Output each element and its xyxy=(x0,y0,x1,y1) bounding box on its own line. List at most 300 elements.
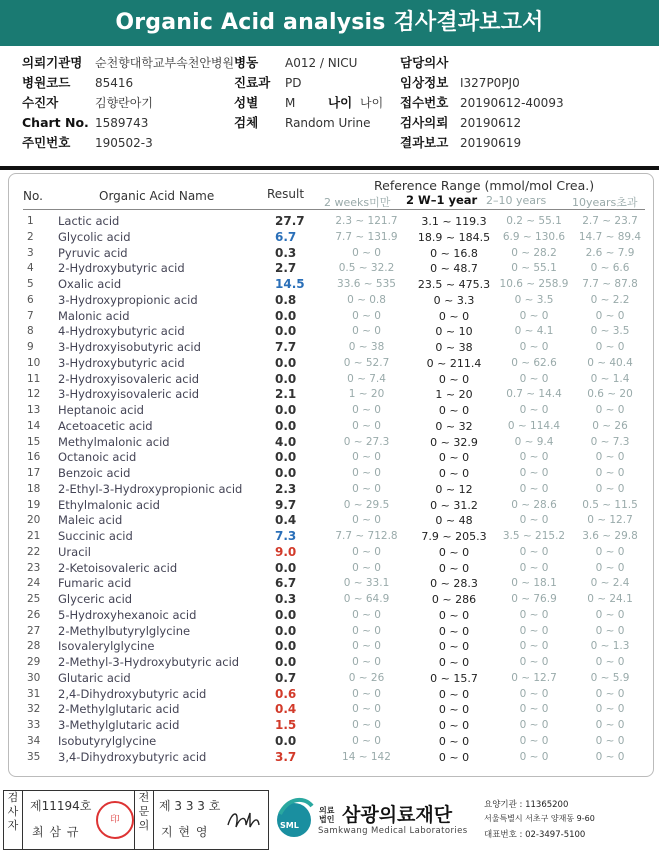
ref-2-10years: 0 ~ 0 xyxy=(519,404,549,416)
specialist-vertical-label: 전문의 xyxy=(134,791,154,849)
table-row xyxy=(9,309,653,325)
ref-2w-1year: 0 ~ 0 xyxy=(438,750,470,764)
result-value: 0.0 xyxy=(275,655,297,669)
ref-10years-plus: 0 ~ 26 xyxy=(592,419,628,432)
result-value: 2.7 xyxy=(275,261,297,276)
ref-10years-plus: 2.7 ~ 23.7 xyxy=(582,215,638,227)
footer xyxy=(0,782,659,855)
row-number: 15 xyxy=(27,435,41,448)
info-row xyxy=(0,54,659,72)
row-number: 18 xyxy=(27,482,41,495)
ref-2w-1year: 0 ~ 31.2 xyxy=(430,498,478,512)
divider xyxy=(0,166,659,170)
table-row xyxy=(9,561,653,577)
result-value: 6.7 xyxy=(275,229,297,244)
ref-10years-plus: 0 ~ 6.6 xyxy=(590,262,630,275)
ref-10years-plus: 0.5 ~ 11.5 xyxy=(582,498,638,511)
info-value: 20190612 xyxy=(460,116,522,130)
inspector-license: 제11194호 xyxy=(30,799,92,813)
row-number: 17 xyxy=(27,467,41,479)
info-value: Random Urine xyxy=(285,116,371,130)
ref-10years-plus: 0 ~ 5.9 xyxy=(590,671,630,684)
ref-2-10years: 0 ~ 0 xyxy=(519,309,549,322)
info-label: 접수번호 xyxy=(400,95,449,110)
acid-name: 2-Methylbutyrylglycine xyxy=(58,623,191,638)
row-number: 1 xyxy=(27,215,34,227)
ref-2w-1year: 0 ~ 0 xyxy=(438,372,470,386)
acid-name: Octanoic acid xyxy=(58,450,137,465)
result-value: 6.7 xyxy=(275,576,297,591)
ref-2-10years: 0 ~ 114.4 xyxy=(507,419,561,432)
row-number: 34 xyxy=(27,734,41,747)
ref-2weeks: 1 ~ 20 xyxy=(348,388,385,401)
table-row xyxy=(9,624,653,640)
result-value: 7.7 xyxy=(275,340,297,354)
table-row xyxy=(9,702,653,718)
result-value: 0.0 xyxy=(275,355,297,370)
ref-10years-plus: 0 ~ 0 xyxy=(595,734,625,747)
result-value: 0.0 xyxy=(275,560,297,575)
ref-2weeks: 0 ~ 52.7 xyxy=(343,356,390,369)
ref-2-10years: 0.2 ~ 55.1 xyxy=(506,215,562,227)
sml-logo-icon xyxy=(274,794,314,840)
ref-2w-1year: 23.5 ~ 475.3 xyxy=(417,278,491,291)
info-label: 담당의사 xyxy=(400,55,449,70)
table-row xyxy=(9,261,653,277)
info-row xyxy=(0,134,659,152)
table-row xyxy=(9,529,653,545)
acid-name: Maleic acid xyxy=(58,513,123,528)
ref-2weeks: 2.3 ~ 121.7 xyxy=(335,215,398,227)
table-row xyxy=(9,466,653,482)
info-row xyxy=(0,94,659,112)
result-value: 2.3 xyxy=(275,481,297,496)
ref-2w-1year: 0 ~ 0 xyxy=(438,608,470,622)
acid-name: Isovalerylglycine xyxy=(58,639,155,654)
col-header-result: Result xyxy=(267,187,305,201)
ref-2w-1year: 1 ~ 20 xyxy=(435,388,473,402)
ref-2-10years: 0 ~ 0 xyxy=(519,703,549,716)
row-number: 8 xyxy=(27,325,34,338)
ref-10years-plus: 0 ~ 0 xyxy=(595,703,625,716)
table-row xyxy=(9,419,653,435)
ref-2-10years: 0 ~ 0 xyxy=(519,608,549,621)
ref-2weeks: 0 ~ 0 xyxy=(352,561,381,574)
table-row xyxy=(9,498,653,514)
info-value: M xyxy=(285,96,296,110)
table-row xyxy=(9,340,653,356)
ref-2weeks: 14 ~ 142 xyxy=(342,750,391,763)
ref-2weeks: 0 ~ 0 xyxy=(352,309,381,322)
ref-2weeks: 0 ~ 0 xyxy=(352,467,381,479)
ref-10years-plus: 0 ~ 1.4 xyxy=(590,372,630,385)
results-table xyxy=(8,173,654,777)
ref-2-10years: 0 ~ 0 xyxy=(519,372,549,385)
info-label: 나이 xyxy=(328,95,353,110)
ref-2w-1year: 0 ~ 48.7 xyxy=(430,262,478,276)
inspector-vertical-label: 검사자 xyxy=(4,791,23,849)
ref-10years-plus: 0 ~ 3.5 xyxy=(590,325,630,338)
ref-2w-1year: 0 ~ 0 xyxy=(438,719,470,732)
result-value: 0.4 xyxy=(275,513,297,528)
acid-name: 3-Hydroxypropionic acid xyxy=(58,292,198,307)
table-row xyxy=(9,403,653,419)
table-row xyxy=(9,450,653,466)
col-header-no: No. xyxy=(23,189,43,203)
ref-10years-plus: 0 ~ 0 xyxy=(595,656,625,668)
info-value: I327P0PJ0 xyxy=(460,76,520,90)
ref-2-10years: 0 ~ 9.4 xyxy=(514,435,554,448)
info-label: 진료과 xyxy=(234,75,271,90)
acid-name: 2-Methylglutaric acid xyxy=(58,702,180,717)
inspector-seal-stamp: 印 xyxy=(96,801,134,839)
result-value: 0.0 xyxy=(275,466,297,480)
table-row xyxy=(9,324,653,340)
ref-10years-plus: 0.6 ~ 20 xyxy=(587,388,633,401)
table-row xyxy=(9,592,653,608)
row-number: 21 xyxy=(27,530,41,542)
ref-10years-plus: 0 ~ 0 xyxy=(595,719,625,731)
ref-10years-plus: 0 ~ 24.1 xyxy=(587,593,633,605)
ref-2w-1year: 0 ~ 0 xyxy=(438,640,470,654)
acid-name: Lactic acid xyxy=(58,214,120,228)
ref-2weeks: 0 ~ 0 xyxy=(352,640,381,653)
result-value: 0.3 xyxy=(275,592,297,606)
row-number: 5 xyxy=(27,278,34,290)
ref-2-10years: 0 ~ 0 xyxy=(519,656,549,668)
ref-2weeks: 0 ~ 0 xyxy=(352,608,381,621)
info-label: 병원코드 xyxy=(22,75,71,90)
table-row xyxy=(9,214,653,230)
acid-name: Malonic acid xyxy=(58,308,130,323)
table-row xyxy=(9,356,653,372)
acid-name: 2-Ketoisovaleric acid xyxy=(58,560,178,575)
ref-10years-plus: 0 ~ 0 xyxy=(595,624,625,637)
ref-2w-1year: 0 ~ 0 xyxy=(438,687,470,701)
info-label: 주민번호 xyxy=(22,135,71,150)
info-label: 결과보고 xyxy=(400,135,449,150)
col-header-ref2: 2 W–1 year xyxy=(406,193,478,207)
info-value: A012 / NICU xyxy=(285,56,358,70)
ref-2w-1year: 0 ~ 32 xyxy=(435,419,473,433)
table-row xyxy=(9,230,653,246)
result-value: 0.3 xyxy=(275,245,297,260)
acid-name: Oxalic acid xyxy=(58,277,122,291)
result-value: 0.0 xyxy=(275,308,297,323)
ref-2weeks: 0 ~ 0 xyxy=(352,624,381,637)
org-registration: 요양기관 : 11365200 xyxy=(484,800,569,810)
ref-10years-plus: 3.6 ~ 29.8 xyxy=(582,530,638,542)
acid-name: Heptanoic acid xyxy=(58,403,144,417)
ref-2-10years: 0 ~ 0 xyxy=(519,482,549,495)
ref-2w-1year: 0 ~ 0 xyxy=(438,404,470,417)
ref-2w-1year: 0 ~ 10 xyxy=(435,325,473,339)
row-number: 27 xyxy=(27,624,41,637)
ref-2-10years: 10.6 ~ 258.9 xyxy=(499,278,569,290)
ref-2weeks: 0 ~ 26 xyxy=(348,671,385,684)
ref-2weeks: 0 ~ 0.8 xyxy=(347,293,386,306)
table-row xyxy=(9,750,653,766)
row-number: 14 xyxy=(27,419,41,432)
ref-2w-1year: 0 ~ 32.9 xyxy=(430,435,478,449)
ref-2-10years: 3.5 ~ 215.2 xyxy=(502,530,566,542)
ref-2weeks: 0 ~ 0 xyxy=(352,545,381,558)
table-row xyxy=(9,513,653,529)
result-value: 0.8 xyxy=(275,292,297,307)
ref-10years-plus: 2.6 ~ 7.9 xyxy=(585,246,635,259)
info-label: 검체 xyxy=(234,115,259,130)
ref-2w-1year: 0 ~ 48 xyxy=(435,514,473,528)
ref-2weeks: 0 ~ 29.5 xyxy=(343,498,390,511)
org-address: 서울특별시 서초구 양재동 9-60 xyxy=(484,814,595,823)
row-number: 23 xyxy=(27,561,41,574)
ref-2weeks: 0 ~ 38 xyxy=(348,341,385,353)
ref-10years-plus: 0 ~ 0 xyxy=(595,545,625,558)
ref-2-10years: 0 ~ 62.6 xyxy=(511,356,557,369)
ref-2-10years: 0 ~ 76.9 xyxy=(511,593,557,605)
ref-10years-plus: 0 ~ 0 xyxy=(595,687,625,700)
ref-2weeks: 0.5 ~ 32.2 xyxy=(338,262,395,275)
ref-2-10years: 0 ~ 18.1 xyxy=(511,577,557,590)
ref-2w-1year: 0 ~ 12 xyxy=(435,482,473,496)
patient-info xyxy=(0,52,659,164)
row-number: 22 xyxy=(27,545,41,558)
col-header-ref3: 2–10 years xyxy=(486,194,547,207)
ref-10years-plus: 0 ~ 0 xyxy=(595,309,625,322)
ref-2weeks: 0 ~ 0 xyxy=(352,514,381,527)
ref-10years-plus: 0 ~ 12.7 xyxy=(587,514,633,527)
org-name: 삼광의료재단 xyxy=(342,804,453,826)
ref-2w-1year: 0 ~ 16.8 xyxy=(430,246,478,260)
row-number: 24 xyxy=(27,577,41,590)
acid-name: Ethylmalonic acid xyxy=(58,497,160,512)
signature-box xyxy=(3,790,269,850)
col-header-name: Organic Acid Name xyxy=(99,189,215,203)
info-value: 20190619 xyxy=(460,136,522,150)
ref-2w-1year: 0 ~ 0 xyxy=(438,467,470,480)
acid-name: 3-Hydroxyisovaleric acid xyxy=(58,387,200,402)
ref-2w-1year: 0 ~ 0 xyxy=(438,703,470,717)
info-value: 김향란아기 xyxy=(95,96,153,110)
acid-name: 2-Hydroxybutyric acid xyxy=(58,261,185,276)
ref-2-10years: 0 ~ 3.5 xyxy=(514,293,554,306)
result-value: 7.3 xyxy=(275,529,297,543)
ref-2weeks: 0 ~ 0 xyxy=(352,719,381,731)
ref-10years-plus: 0 ~ 0 xyxy=(595,451,625,464)
table-row xyxy=(9,671,653,687)
col-header-ref4: 10years초과 xyxy=(572,196,638,209)
ref-2-10years: 0 ~ 0 xyxy=(519,561,549,574)
ref-2-10years: 0 ~ 28.6 xyxy=(511,498,557,511)
ref-2weeks: 0 ~ 27.3 xyxy=(343,435,390,448)
ref-2w-1year: 0 ~ 15.7 xyxy=(430,671,478,685)
acid-name: 5-Hydroxyhexanoic acid xyxy=(58,607,197,622)
table-row xyxy=(9,293,653,309)
ref-2w-1year: 18.9 ~ 184.5 xyxy=(417,230,491,244)
ref-2w-1year: 0 ~ 0 xyxy=(438,451,470,465)
row-number: 31 xyxy=(27,687,41,700)
ref-2-10years: 0 ~ 12.7 xyxy=(511,671,557,684)
ref-2w-1year: 0 ~ 286 xyxy=(431,593,477,606)
row-number: 32 xyxy=(27,703,41,716)
ref-10years-plus: 0 ~ 0 xyxy=(595,561,625,574)
col-header-ref1: 2 weeks미만 xyxy=(324,196,391,209)
ref-2w-1year: 0 ~ 0 xyxy=(438,309,470,323)
row-number: 16 xyxy=(27,451,41,464)
ref-10years-plus: 0 ~ 40.4 xyxy=(587,356,633,369)
ref-2w-1year: 0 ~ 0 xyxy=(438,734,470,748)
acid-name: Glutaric acid xyxy=(58,670,131,685)
ref-2w-1year: 0 ~ 0 xyxy=(438,561,470,575)
acid-name: Methylmalonic acid xyxy=(58,434,170,449)
ref-2-10years: 0 ~ 0 xyxy=(519,734,549,747)
ref-2weeks: 0 ~ 0 xyxy=(352,703,381,716)
logo-abbr: SML xyxy=(280,821,299,830)
ref-2weeks: 0 ~ 33.1 xyxy=(343,577,390,590)
row-number: 25 xyxy=(27,593,41,605)
table-row xyxy=(9,545,653,561)
row-number: 3 xyxy=(27,246,34,259)
ref-2-10years: 0 ~ 0 xyxy=(519,719,549,731)
acid-name: 4-Hydroxybutyric acid xyxy=(58,324,185,339)
ref-2weeks: 0 ~ 7.4 xyxy=(347,372,386,385)
ref-2w-1year: 0 ~ 3.3 xyxy=(433,293,475,307)
acid-name: 3-Hydroxyisobutyric acid xyxy=(58,340,201,354)
info-label: 임상정보 xyxy=(400,75,449,90)
ref-2-10years: 0 ~ 0 xyxy=(519,545,549,558)
ref-2w-1year: 0 ~ 0 xyxy=(438,624,470,638)
specialist-license: 제 3 3 3 호 xyxy=(159,799,221,813)
row-number: 20 xyxy=(27,514,41,527)
result-value: 0.4 xyxy=(275,702,297,717)
info-value: PD xyxy=(285,76,302,90)
info-label: 성별 xyxy=(234,95,259,110)
ref-10years-plus: 0 ~ 7.3 xyxy=(590,435,630,448)
row-number: 7 xyxy=(27,309,34,322)
report-title: Organic Acid analysis 검사결과보고서 xyxy=(0,0,659,46)
ref-2w-1year: 7.9 ~ 205.3 xyxy=(421,530,487,543)
table-row xyxy=(9,387,653,403)
ref-2w-1year: 0 ~ 211.4 xyxy=(426,356,482,370)
info-value: 20190612-40093 xyxy=(460,96,564,110)
info-value: 순천향대학교부속천안병원 xyxy=(95,56,235,70)
ref-2-10years: 6.9 ~ 130.6 xyxy=(502,230,566,243)
result-value: 0.0 xyxy=(275,324,297,339)
row-number: 33 xyxy=(27,719,41,731)
ref-2-10years: 0 ~ 55.1 xyxy=(511,262,557,275)
row-number: 30 xyxy=(27,671,41,684)
row-number: 6 xyxy=(27,293,34,306)
info-label: 의뢰기관명 xyxy=(22,55,83,70)
ref-2-10years: 0 ~ 28.2 xyxy=(511,246,557,259)
info-value: 190502-3 xyxy=(95,136,153,150)
acid-name: 2-Ethyl-3-Hydroxypropionic acid xyxy=(58,481,243,496)
ref-2w-1year: 3.1 ~ 119.3 xyxy=(421,215,487,228)
acid-name: 2-Hydroxyisovaleric acid xyxy=(58,371,200,386)
table-row xyxy=(9,372,653,388)
ref-2weeks: 0 ~ 0 xyxy=(352,451,381,464)
acid-name: Succinic acid xyxy=(58,529,133,543)
acid-name: Benzoic acid xyxy=(58,466,131,480)
ref-2-10years: 0 ~ 0 xyxy=(519,624,549,637)
ref-10years-plus: 0 ~ 2.2 xyxy=(590,293,630,306)
ref-2weeks: 0 ~ 0 xyxy=(352,325,381,338)
acid-name: 3-Hydroxybutyric acid xyxy=(58,355,185,370)
table-row xyxy=(9,734,653,750)
specialist-name: 지 현 영 xyxy=(161,825,209,839)
row-number: 2 xyxy=(27,230,34,243)
org-phone: 대표번호 : 02-3497-5100 xyxy=(484,830,586,840)
acid-name: Pyruvic acid xyxy=(58,245,128,260)
ref-2w-1year: 0 ~ 0 xyxy=(438,656,470,669)
row-number: 13 xyxy=(27,404,41,416)
result-value: 0.0 xyxy=(275,607,297,622)
acid-name: 2,4-Dihydroxybutyric acid xyxy=(58,686,207,701)
ref-2w-1year: 0 ~ 0 xyxy=(438,545,470,559)
ref-2w-1year: 0 ~ 38 xyxy=(435,341,473,354)
ref-2weeks: 0 ~ 0 xyxy=(352,246,381,259)
result-value: 0.0 xyxy=(275,623,297,638)
table-row xyxy=(9,608,653,624)
col-header-reference: Reference Range (mmol/mol Crea.) xyxy=(374,178,595,193)
ref-2-10years: 0 ~ 0 xyxy=(519,514,549,527)
row-number: 4 xyxy=(27,262,34,275)
inspector-name: 최 삼 규 xyxy=(32,825,80,839)
info-label: 병동 xyxy=(234,55,259,70)
result-value: 2.1 xyxy=(275,387,297,402)
info-label: Chart No. xyxy=(22,115,89,130)
table-row xyxy=(9,639,653,655)
table-row xyxy=(9,718,653,734)
info-value: 85416 xyxy=(95,76,134,90)
info-row xyxy=(0,74,659,92)
info-label: 수진자 xyxy=(22,95,59,110)
acid-name: 3,4-Dihydroxybutyric acid xyxy=(58,749,207,764)
ref-10years-plus: 0 ~ 0 xyxy=(595,608,625,621)
info-value: 1589743 xyxy=(95,116,149,130)
ref-2weeks: 0 ~ 0 xyxy=(352,656,381,668)
acid-name: 3-Methylglutaric acid xyxy=(58,718,180,732)
table-row xyxy=(9,687,653,703)
result-value: 0.0 xyxy=(275,450,297,465)
acid-name: 2-Methyl-3-Hydroxybutyric acid xyxy=(58,655,240,669)
ref-2-10years: 0 ~ 0 xyxy=(519,750,549,763)
signature-icon xyxy=(224,805,262,835)
ref-2weeks: 0 ~ 0 xyxy=(352,419,381,432)
ref-2-10years: 0.7 ~ 14.4 xyxy=(506,388,562,401)
result-value: 9.7 xyxy=(275,497,297,512)
header-rule xyxy=(23,209,645,210)
row-number: 35 xyxy=(27,750,41,763)
table-row xyxy=(9,435,653,451)
info-value: 나이 xyxy=(360,96,384,110)
org-english-name: Samkwang Medical Laboratories xyxy=(318,826,468,836)
ref-10years-plus: 14.7 ~ 89.4 xyxy=(578,230,642,243)
result-value: 0.0 xyxy=(275,733,297,748)
row-number: 29 xyxy=(27,656,41,668)
ref-2weeks: 0 ~ 0 xyxy=(352,687,381,700)
ref-2-10years: 0 ~ 0 xyxy=(519,341,549,353)
table-row xyxy=(9,655,653,671)
ref-10years-plus: 0 ~ 0 xyxy=(595,467,625,479)
result-value: 1.5 xyxy=(275,718,297,732)
result-value: 27.7 xyxy=(275,214,305,228)
acid-name: Acetoacetic acid xyxy=(58,418,153,433)
table-row xyxy=(9,482,653,498)
ref-2-10years: 0 ~ 0 xyxy=(519,451,549,464)
ref-2weeks: 7.7 ~ 131.9 xyxy=(335,230,398,243)
ref-10years-plus: 0 ~ 0 xyxy=(595,482,625,495)
